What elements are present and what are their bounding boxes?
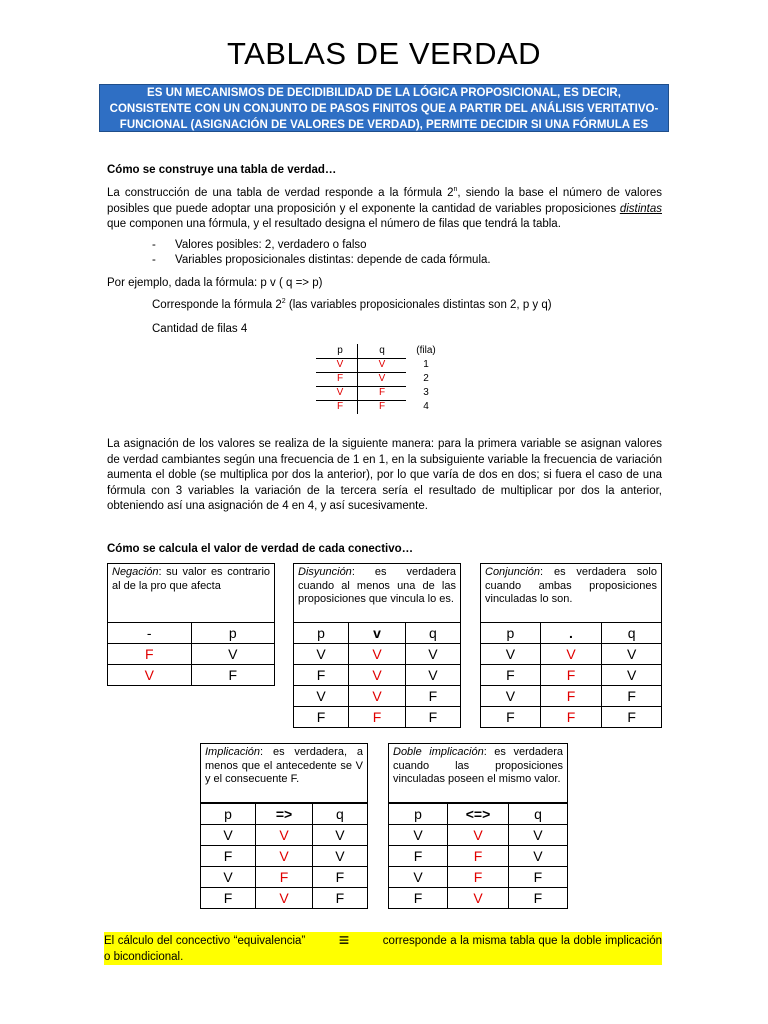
- header-cell: (fila): [416, 345, 436, 356]
- cell: 3: [423, 387, 429, 398]
- table-row: [481, 707, 662, 728]
- cell: F: [378, 387, 386, 398]
- cell: V: [389, 867, 448, 888]
- para-part: La construcción de una tabla de verdad responde a la fórmula 2: [107, 187, 454, 199]
- table-row: [316, 358, 446, 372]
- corr-part: (las variables proposicionales distintas son 2, p y q): [285, 299, 552, 311]
- table-row: [389, 867, 568, 888]
- cell: V: [405, 644, 460, 665]
- table-row: [389, 825, 568, 846]
- cell: F: [481, 665, 541, 686]
- cell: F: [294, 665, 349, 686]
- table-header-row: [108, 623, 275, 644]
- cell: F: [108, 644, 192, 665]
- cell: V: [448, 825, 509, 846]
- disjunction-description: [293, 563, 461, 623]
- rows-count: Cantidad de filas 4: [152, 323, 248, 335]
- conjunction-description: [480, 563, 662, 623]
- connective-name: Disyunción: [298, 566, 352, 578]
- cell: F: [508, 867, 567, 888]
- definition-box: [99, 84, 669, 147]
- cell: V: [201, 825, 256, 846]
- section1-heading: Cómo se construye una tabla de verdad…: [107, 164, 337, 176]
- cell: V: [312, 825, 367, 846]
- para-emphasis: distintas: [619, 202, 662, 215]
- cell: F: [312, 867, 367, 888]
- header-cell: q: [405, 623, 460, 644]
- formula-paragraph: [107, 186, 662, 233]
- cell: F: [405, 707, 460, 728]
- header-cell: .: [540, 623, 602, 644]
- table-row: [481, 644, 662, 665]
- cell: F: [602, 686, 662, 707]
- header-cell: -: [108, 623, 192, 644]
- note-part: corresponde a la misma tabla que la doble implicación o bicondicional.: [104, 935, 662, 963]
- para-part: que componen una fórmula, y el resultado designa el número de filas que tendrá la tabla.: [107, 218, 561, 230]
- cell: V: [191, 644, 275, 665]
- connective-name: Doble implicación: [393, 746, 484, 758]
- table-row: [481, 665, 662, 686]
- biconditional-description: [388, 743, 568, 803]
- header-cell: v: [349, 623, 406, 644]
- cell: F: [508, 888, 567, 909]
- cell: F: [405, 686, 460, 707]
- cell: V: [405, 665, 460, 686]
- cell: V: [294, 644, 349, 665]
- cell: F: [336, 373, 344, 384]
- negation-table: [107, 622, 275, 686]
- table-row: [294, 644, 461, 665]
- cell: V: [508, 825, 567, 846]
- table-row: [389, 888, 568, 909]
- assignment-paragraph: La asignación de los valores se realiza de la siguiente manera: para la primera variable se asignan valores de verdad cambiantes según una frecuencia de 1 en 1, en la subsiguiente variable la frecuencia de variación aumenta el doble (se multiplica por dos la anterior), por lo que varía de dos en dos; si fuera el caso de una fórmula con 3 variables la variación de la tercera sería el resultado de multiplicar por dos la anterior, obteniendo así una asignación de 4 en 4, y así sucesivamente.: [107, 438, 662, 512]
- cell: F: [256, 867, 313, 888]
- table-row: [201, 888, 368, 909]
- cell: F: [602, 707, 662, 728]
- cell: V: [349, 644, 406, 665]
- equivalence-symbol: ≡: [338, 930, 350, 950]
- connective-name: Implicación: [205, 746, 261, 758]
- table-row: [481, 686, 662, 707]
- cell: F: [312, 888, 367, 909]
- cell: V: [349, 686, 406, 707]
- table-header-row: [316, 344, 446, 358]
- cell: 2: [423, 373, 429, 384]
- note-part: El cálculo del concectivo “equivalencia”: [104, 935, 306, 947]
- cell: F: [201, 888, 256, 909]
- table-row: [201, 846, 368, 867]
- table-row: [294, 686, 461, 707]
- cell: F: [191, 665, 275, 686]
- cell: V: [336, 387, 344, 398]
- cell: F: [540, 707, 602, 728]
- cell: V: [481, 686, 541, 707]
- cell: V: [448, 888, 509, 909]
- table-header-row: [201, 804, 368, 825]
- header-cell: q: [379, 345, 385, 356]
- header-cell: q: [602, 623, 662, 644]
- header-cell: p: [294, 623, 349, 644]
- header-cell: p: [191, 623, 275, 644]
- header-cell: p: [481, 623, 541, 644]
- table-row: [108, 644, 275, 665]
- equivalence-note: [104, 932, 662, 965]
- header-cell: =>: [256, 804, 313, 825]
- example-line: Por ejemplo, dada la fórmula: p v ( q => p): [107, 277, 323, 289]
- bullet-item: -: [152, 239, 156, 251]
- corr-part: Corresponde la fórmula 2: [152, 299, 282, 311]
- disjunction-table: [293, 622, 461, 728]
- bullet-text: Variables proposicionales distintas: depende de cada fórmula.: [175, 254, 491, 266]
- cell: V: [256, 846, 313, 867]
- cell: F: [201, 846, 256, 867]
- cell: V: [481, 644, 541, 665]
- connective-name: Conjunción: [485, 566, 541, 578]
- cell: F: [349, 707, 406, 728]
- bullet-item: -: [152, 254, 156, 266]
- cell: V: [540, 644, 602, 665]
- header-cell: <=>: [448, 804, 509, 825]
- cell: V: [389, 825, 448, 846]
- cell: V: [349, 665, 406, 686]
- definition-text: ES UN MECANISMOS DE DECIDIBILIDAD DE LA LÓGICA PROPOSICIONAL, ES DECIR, CONSISTENTE CON UN CONJUNTO DE PASOS FINITOS QUE A PARTIR DEL ANÁLISIS VERITATIVO-FUNCIONAL (ASIGNACIÓN DE VALORES DE VERDAD), PERMITE DECIDIR SI UNA FÓRMULA ES VÁLIDAD O NO.: [109, 87, 659, 147]
- page-title: TABLAS DE VERDAD: [226, 36, 542, 71]
- cell: F: [448, 867, 509, 888]
- cell: V: [336, 359, 344, 370]
- cell: F: [540, 686, 602, 707]
- biconditional-table: [388, 803, 568, 909]
- bullet-text: Valores posibles: 2, verdadero o falso: [175, 239, 367, 251]
- connective-desc: : es verdadera, a menos que el antecedente se V y el consecuente F.: [205, 746, 363, 785]
- connective-desc: : es verdadera solo cuando ambas proposiciones vinculadas lo son.: [485, 566, 657, 605]
- cell: F: [481, 707, 541, 728]
- corr-superscript: 2: [281, 298, 286, 306]
- conjunction-table: [480, 622, 662, 728]
- connective-desc: : su valor es contrario al de la pro que afecta: [112, 566, 270, 592]
- header-cell: q: [508, 804, 567, 825]
- table-row: [294, 665, 461, 686]
- header-cell: p: [389, 804, 448, 825]
- connective-name: Negación: [112, 566, 159, 578]
- cell: V: [256, 888, 313, 909]
- cell: V: [602, 665, 662, 686]
- cell: V: [201, 867, 256, 888]
- cell: F: [389, 846, 448, 867]
- cell: V: [378, 373, 386, 384]
- table-row: [316, 386, 446, 400]
- correspondence-line: [152, 298, 552, 314]
- cell: V: [312, 846, 367, 867]
- cell: V: [108, 665, 192, 686]
- table-row: [316, 400, 446, 414]
- header-cell: q: [312, 804, 367, 825]
- table-row: [201, 825, 368, 846]
- table-header-row: [481, 623, 662, 644]
- connective-desc: : es verdadera cuando al menos una de las proposiciones que vincula lo es.: [298, 566, 456, 605]
- connective-desc: : es verdadera cuando las proposiciones vinculadas poseen el mismo valor.: [393, 746, 563, 785]
- cell: 4: [423, 401, 429, 412]
- cell: V: [294, 686, 349, 707]
- implication-table: [200, 803, 368, 909]
- table-header-row: [389, 804, 568, 825]
- example-truth-table: [316, 344, 446, 416]
- table-row: [201, 867, 368, 888]
- table-row: [389, 846, 568, 867]
- cell: 1: [423, 359, 429, 370]
- para-part: , siendo la base el número de valores posibles que puede adoptar una proposición y el exponente la cantidad de variables proposiciones: [107, 187, 662, 215]
- table-row: [316, 372, 446, 386]
- header-cell: p: [201, 804, 256, 825]
- table-header-row: [294, 623, 461, 644]
- table-row: [108, 665, 275, 686]
- implication-description: [200, 743, 368, 803]
- cell: F: [294, 707, 349, 728]
- cell: F: [389, 888, 448, 909]
- header-cell: p: [337, 345, 343, 356]
- cell: V: [508, 846, 567, 867]
- cell: F: [378, 401, 386, 412]
- para-superscript: n: [453, 186, 458, 194]
- negation-description: [107, 563, 275, 623]
- cell: F: [540, 665, 602, 686]
- cell: F: [336, 401, 344, 412]
- cell: F: [448, 846, 509, 867]
- section2-heading: Cómo se calcula el valor de verdad de cada conectivo…: [107, 543, 414, 555]
- cell: V: [256, 825, 313, 846]
- cell: V: [602, 644, 662, 665]
- table-row: [294, 707, 461, 728]
- cell: V: [378, 359, 386, 370]
